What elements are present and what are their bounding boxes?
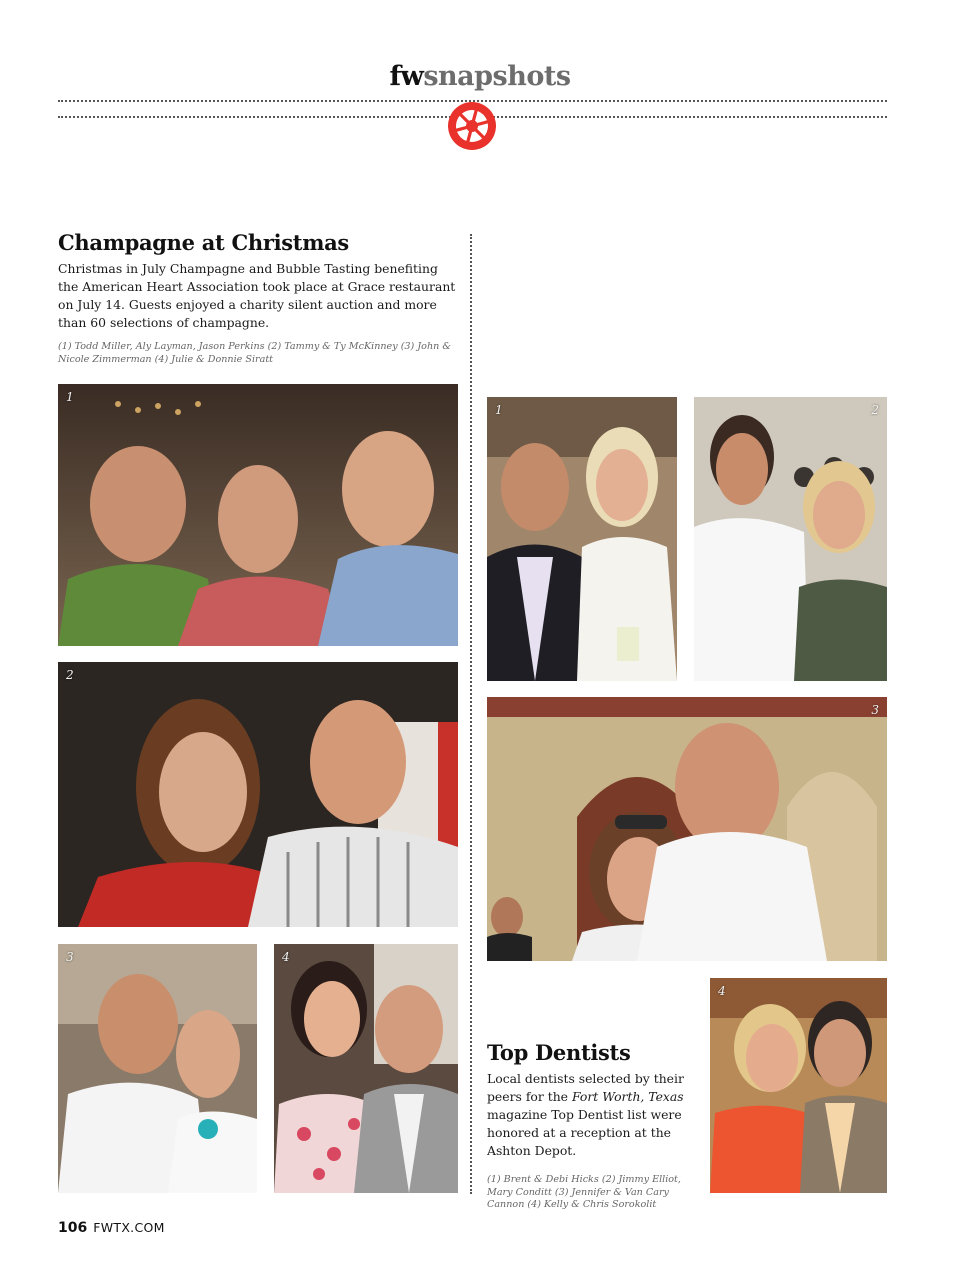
photo-number: 3 [66, 950, 74, 964]
page-footer [58, 1220, 165, 1236]
story-body-part: Local dentists selected by their peers for the [487, 1071, 684, 1104]
story-caption: (1) Brent & Debi Hicks (2) Jimmy Elliot, Mary Conditt (3) Jennifer & Van Cary Cannon (4) Kelly & Chris Sorokolit [487, 1174, 681, 1210]
story-body-italic: Fort Worth, Texas [571, 1089, 684, 1104]
story-body [487, 1070, 697, 1160]
photo-2-champagne [58, 662, 458, 927]
photo-1-dentists [487, 397, 677, 681]
photo-1-champagne [58, 384, 458, 646]
story-body-part: magazine Top Dentist list were honored at a reception at the Ashton Depot. [487, 1107, 682, 1158]
photo-1-image [58, 384, 458, 646]
photo-2-dentists [694, 397, 887, 681]
photo-number: 1 [66, 390, 74, 404]
photo-3-image [487, 697, 887, 961]
photo-1-image [487, 397, 677, 681]
story-champagne [58, 230, 458, 366]
photo-2-image [58, 662, 458, 927]
story-body: Christmas in July Champagne and Bubble Tasting benefiting the American Heart Association took place at Grace restaurant on July 14. Guests enjoyed a charity silent auction and more than 60 selections of champagne. [58, 261, 456, 330]
photo-number: 4 [282, 950, 290, 964]
story-headline: Top Dentists [487, 1040, 631, 1065]
column-divider [470, 234, 472, 1194]
photo-3-image [58, 944, 257, 1193]
story-headline: Champagne at Christmas [58, 230, 349, 255]
story-dentists [487, 1040, 697, 1212]
page-number: 106 [58, 1220, 88, 1236]
site-url: FWTX.COM [93, 1220, 165, 1235]
story-caption: (1) Todd Miller, Aly Layman, Jason Perkins (2) Tammy & Ty McKinney (3) John & Nicole Zimmerman (4) Julie & Donnie Siratt [58, 341, 451, 365]
section-masthead [0, 60, 960, 94]
photo-4-champagne [274, 944, 458, 1193]
photo-4-image [274, 944, 458, 1193]
photo-number: 2 [66, 668, 74, 682]
photo-number: 4 [718, 984, 726, 998]
masthead-section: snapshots [423, 61, 571, 92]
photo-3-dentists [487, 697, 887, 961]
photo-number: 3 [871, 703, 879, 717]
photo-number: 1 [495, 403, 503, 417]
photo-4-dentists [710, 978, 887, 1193]
photo-number: 2 [871, 403, 879, 417]
photo-4-image [710, 978, 887, 1193]
camera-aperture-icon [447, 101, 497, 151]
photo-3-champagne [58, 944, 257, 1193]
masthead-brand: fw [389, 61, 424, 92]
photo-2-image [694, 397, 887, 681]
